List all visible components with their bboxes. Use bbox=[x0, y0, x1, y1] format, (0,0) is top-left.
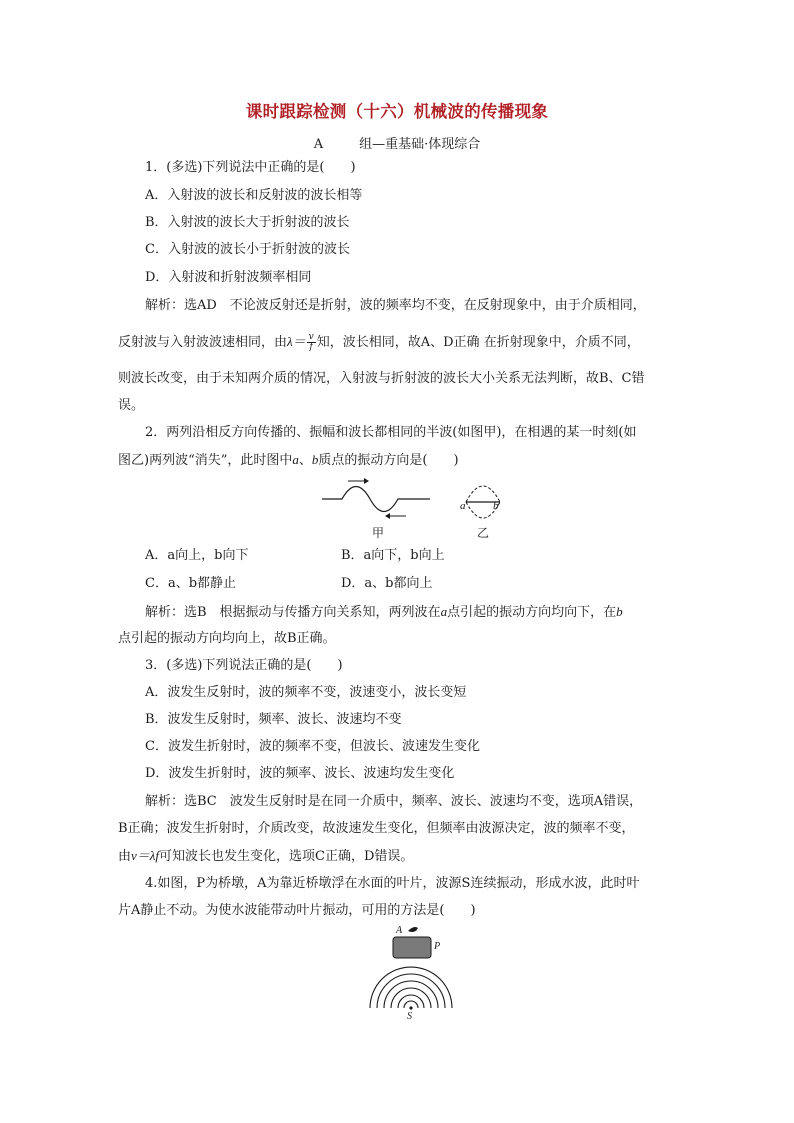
q1-option-a: A．入射波的波长和反射波的波长相等 bbox=[145, 188, 363, 203]
figure-jia-caption: 甲 bbox=[372, 526, 385, 540]
figure-jia-wave bbox=[322, 476, 432, 520]
q4-figure-water-waves bbox=[364, 924, 458, 1022]
q4-stem-line-2: 片A静止不动。为使水波能带动叶片振动，可用的方法是( ) bbox=[118, 903, 476, 918]
q3-option-d: D．波发生折射时，波的频率、波长、波速均发生变化 bbox=[145, 766, 455, 781]
figure-yi-label-b: b bbox=[493, 500, 499, 512]
q4-label-s: S bbox=[407, 1011, 412, 1022]
q4-stem-line-1: 4.如图，P为桥墩，A为靠近桥墩浮在水面的叶片，波源S连续振动，形成水波，此时叶 bbox=[145, 876, 640, 891]
q3-option-a: A．波发生反射时，波的频率不变，波速变小，波长变短 bbox=[145, 685, 467, 700]
v-lambda-f-formula: v＝λf bbox=[131, 848, 160, 863]
figure-yi-label-a: a bbox=[460, 500, 466, 512]
wave-source-dot bbox=[409, 1006, 412, 1009]
q3-explanation-line-2: B正确；波发生折射时，介质改变，故波速发生变化，但频率由波源决定，波的频率不变， bbox=[118, 821, 635, 836]
q4-label-p: P bbox=[434, 941, 441, 952]
q3-stem: 3．(多选)下列说法正确的是( ) bbox=[145, 658, 343, 673]
q1-option-d: D．入射波和折射波频率相同 bbox=[145, 270, 312, 285]
leaf-icon bbox=[408, 927, 418, 932]
q1-explanation-line-1: 解析：选AD 不论波反射还是折射，波的频率均不变，在反射现象中，由于介质相同， bbox=[145, 298, 646, 313]
q1-explanation-line-4: 误。 bbox=[118, 398, 145, 413]
q3-option-b: B．波发生反射时，频率、波长、波速均不变 bbox=[145, 712, 402, 727]
group-letter: A bbox=[313, 137, 324, 152]
q2-explanation-line-1: 解析：选B 根据振动与传播方向关系知，两列波在a点引起的振动方向均向下，在b bbox=[145, 604, 623, 620]
q1-explanation-line-3: 则波长改变，由于未知两介质的情况，入射波与折射波的波长大小关系无法判断，故B、C错 bbox=[118, 371, 645, 386]
q4-label-a: A bbox=[396, 925, 403, 936]
group-heading bbox=[0, 133, 794, 152]
q3-explanation-line-1: 解析：选BC 波发生反射时是在同一介质中，频率、波长、波速均不变，选项A错误， bbox=[145, 794, 643, 809]
figure-yi-caption: 乙 bbox=[477, 526, 490, 540]
v-over-f-fraction: $\frac{v}{f}$ bbox=[308, 332, 314, 352]
group-label: 组—重基础·体现综合 bbox=[359, 137, 481, 152]
lambda-formula: λ＝ bbox=[287, 334, 306, 349]
q2-option-a: A．a向上，b向下 bbox=[145, 548, 249, 563]
q1-option-b: B．入射波的波长大于折射波的波长 bbox=[145, 215, 350, 230]
q1-explanation-line-2: 反射波与入射波波速相同，由λ＝ $\frac{v}{f}$ 知，波长相同，故A、D正确 在折射现象中，介质不同， bbox=[118, 332, 640, 352]
q2-stem-line-1: 2．两列沿相反方向传播的、振幅和波长都相同的半波(如图甲)，在相遇的某一时刻(如 bbox=[145, 425, 637, 440]
q2-stem-line-2: 图乙)两列波“消失”，此时图中a、b质点的振动方向是( ) bbox=[118, 452, 459, 468]
q1-option-c: C．入射波的波长小于折射波的波长 bbox=[145, 242, 350, 257]
pier-block bbox=[393, 937, 431, 958]
q2-explanation-line-2: 点引起的振动方向均向上，故B正确。 bbox=[118, 631, 336, 646]
page-title: 课时跟踪检测（十六）机械波的传播现象 bbox=[245, 102, 549, 121]
q3-option-c: C．波发生折射时，波的频率不变，但波长、波速发生变化 bbox=[145, 739, 480, 754]
q1-stem: 1．(多选)下列说法中正确的是( ) bbox=[145, 160, 356, 175]
q2-option-c: C．a、b都静止 bbox=[145, 576, 237, 591]
q2-option-d: D．a、b都向上 bbox=[341, 576, 433, 591]
q3-explanation-line-3: 由v＝λf可知波长也发生变化，选项C正确，D错误。 bbox=[118, 848, 414, 864]
q2-option-b: B．a向下，b向上 bbox=[341, 548, 445, 563]
